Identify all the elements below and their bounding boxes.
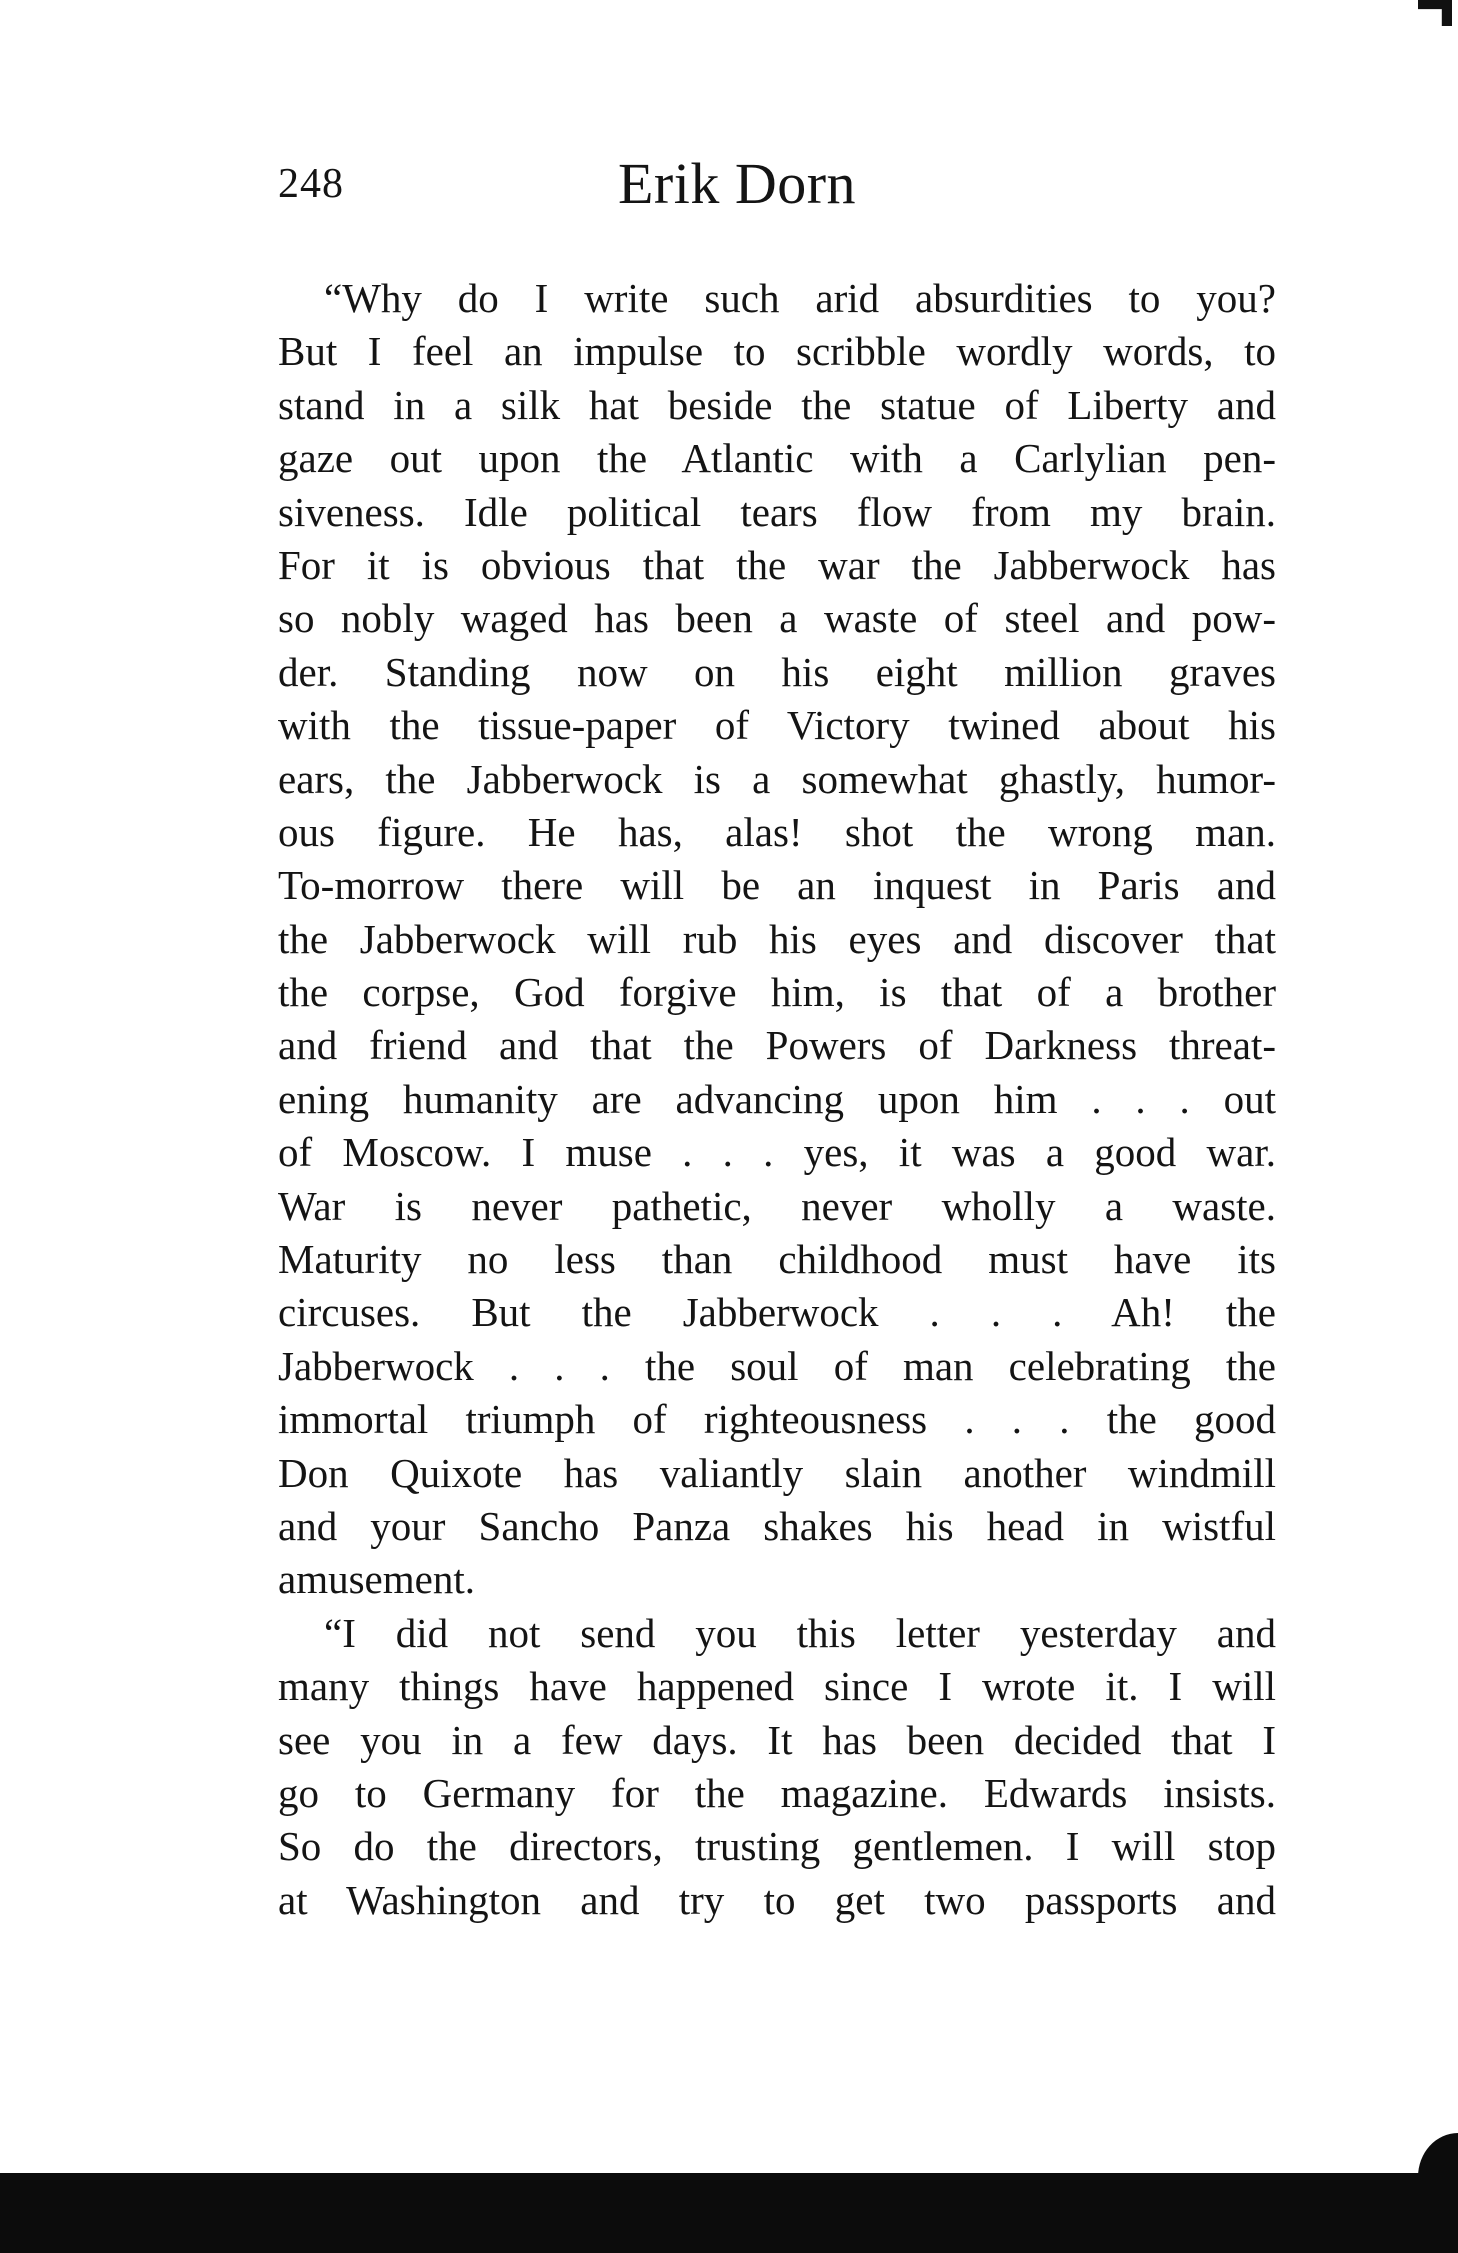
text-line: ous figure. He has, alas! shot the wrong man.: [278, 808, 1276, 855]
text-line: siveness. Idle political tears flow from my brain.: [278, 488, 1276, 535]
text-line: Jabberwock . . . the soul of man celebrating the: [278, 1342, 1276, 1389]
text-line: “I did not send you this letter yesterday and: [324, 1609, 1276, 1656]
text-line: go to Germany for the magazine. Edwards insists.: [278, 1769, 1276, 1816]
scan-bottom-edge: [0, 2173, 1458, 2253]
paragraph: [278, 1607, 1276, 1927]
text-line: immortal triumph of righteousness . . . the good: [278, 1396, 1276, 1443]
text-line: see you in a few days. It has been decided that I: [278, 1716, 1276, 1763]
text-line: Maturity no less than childhood must have its: [278, 1236, 1276, 1283]
text-line: at Washington and try to get two passports and: [278, 1876, 1276, 1923]
text-line: To-morrow there will be an inquest in Paris and: [278, 862, 1276, 909]
text-line: with the tissue-paper of Victory twined about his: [278, 702, 1276, 749]
text-line: many things have happened since I wrote it. I will: [278, 1663, 1276, 1710]
paragraph: [278, 272, 1276, 1607]
page-number: 248: [278, 161, 344, 207]
running-header: [278, 150, 1278, 230]
text-line: circuses. But the Jabberwock . . . Ah! the: [278, 1289, 1276, 1336]
scan-corner-mark: [1418, 0, 1452, 26]
text-line: For it is obvious that the war the Jabberwock has: [278, 541, 1276, 588]
text-line: War is never pathetic, never wholly a waste.: [278, 1182, 1276, 1229]
text-line: gaze out upon the Atlantic with a Carlylian pen-: [278, 435, 1276, 482]
text-line: But I feel an impulse to scribble wordly words, to: [278, 328, 1276, 375]
text-line: so nobly waged has been a waste of steel and pow-: [278, 595, 1276, 642]
text-line: the corpse, God forgive him, is that of a brother: [278, 969, 1276, 1016]
text-line: and friend and that the Powers of Darkness threat-: [278, 1022, 1276, 1069]
text-line: So do the directors, trusting gentlemen. I will stop: [278, 1823, 1276, 1870]
text-line: Don Quixote has valiantly slain another windmill: [278, 1449, 1276, 1496]
scan-edge-curl: [1418, 2133, 1458, 2177]
text-line: der. Standing now on his eight million graves: [278, 648, 1276, 695]
text-line: of Moscow. I muse . . . yes, it was a good war.: [278, 1129, 1276, 1176]
text-line: “Why do I write such arid absurdities to you?: [324, 275, 1276, 321]
text-line: the Jabberwock will rub his eyes and discover that: [278, 915, 1276, 962]
text-line: ening humanity are advancing upon him . . . out: [278, 1075, 1276, 1122]
text-line: stand in a silk hat beside the statue of Liberty and: [278, 381, 1276, 428]
text-line: ears, the Jabberwock is a somewhat ghastly, humor-: [278, 755, 1276, 802]
body-text: [278, 272, 1276, 1927]
text-line: amusement.: [278, 1556, 475, 1603]
text-line: and your Sancho Panza shakes his head in wistful: [278, 1502, 1276, 1549]
running-title: Erik Dorn: [618, 151, 857, 216]
